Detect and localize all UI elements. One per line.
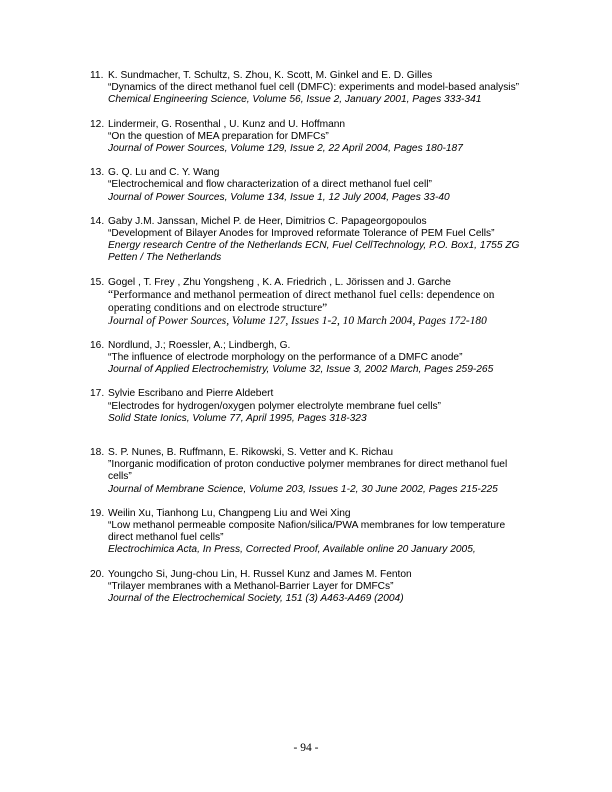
reference-source: Journal of Power Sources, Volume 134, Issue 1, 12 July 2004, Pages 33-40 (108, 191, 450, 203)
reference-title: “Electrochemical and flow characterization of a direct methanol fuel cell” (108, 179, 432, 191)
reference-number: 16. (90, 339, 105, 351)
reference-authors: Youngcho Si, Jung-chou Lin, H. Russel Kunz and James M. Fenton (108, 568, 412, 580)
reference-number: 13. (90, 167, 105, 179)
reference-title: “The influence of electrode morphology on the performance of a DMFC anode” (108, 352, 463, 364)
reference-number: 14. (90, 215, 105, 227)
reference-number: 12. (90, 118, 105, 130)
reference-item-18 (90, 447, 530, 496)
reference-number: 20. (90, 568, 105, 580)
reference-title: “Low methanol permeable composite Nafion/silica/PWA membranes for low temperature direct methanol fuel cells” (108, 520, 506, 544)
reference-title: “On the question of MEA preparation for DMFCs” (108, 130, 329, 142)
reference-authors: Lindermeir, G. Rosenthal , U. Kunz and U. Hoffmann (108, 118, 346, 130)
reference-source: Energy research Centre of the Netherlands ECN, Fuel CellTechnology, P.O. Box1, 1755 ZG Petten / The Netherlands (108, 240, 520, 264)
page-number: - 94 - (293, 742, 319, 754)
reference-authors: Weilin Xu, Tianhong Lu, Changpeng Liu and Wei Xing (108, 507, 351, 519)
reference-number: 15. (90, 276, 105, 288)
reference-number: 19. (90, 507, 105, 519)
reference-title: “Trilayer membranes with a Methanol-Barrier Layer for DMFCs” (108, 580, 394, 592)
reference-item-13 (90, 167, 530, 204)
reference-number: 17. (90, 388, 105, 400)
reference-title: “Performance and methanol permeation of direct methanol fuel cells: dependence on operating conditions and on electrode structure” (108, 288, 495, 314)
reference-title: “Dynamics of the direct methanol fuel cell (DMFC): experiments and model-based analysis” (108, 82, 520, 94)
reference-authors: Gogel , T. Frey , Zhu Yongsheng , K. A. Friedrich , L. Jörissen and J. Garche (108, 276, 451, 288)
reference-source: Journal of Membrane Science, Volume 203, Issues 1-2, 30 June 2002, Pages 215-225 (108, 483, 498, 495)
reference-authors: Sylvie Escribano and Pierre Aldebert (108, 388, 274, 400)
reference-item-15 (90, 277, 530, 328)
reference-item-19 (90, 508, 530, 557)
reference-authors: G. Q. Lu and C. Y. Wang (108, 167, 220, 179)
reference-source-journal: Journal of Applied Electrochemistry, (108, 364, 270, 376)
reference-item-20 (90, 569, 530, 606)
reference-item-14 (90, 216, 530, 265)
reference-item-12 (90, 119, 530, 156)
reference-source: Journal of Power Sources, Volume 129, Issue 2, 22 April 2004, Pages 180-187 (108, 143, 463, 155)
reference-source: Chemical Engineering Science, Volume 56, Issue 2, January 2001, Pages 333-341 (108, 94, 482, 106)
reference-authors: Nordlund, J.; Roessler, A.; Lindbergh, G. (108, 339, 291, 351)
reference-source: Journal of the Electrochemical Society, 151 (3) A463-A469 (2004) (108, 593, 404, 605)
reference-number: 18. (90, 447, 105, 459)
reference-authors: K. Sundmacher, T. Schultz, S. Zhou, K. Scott, M. Ginkel and E. D. Gilles (108, 70, 433, 81)
reference-authors: Gaby J.M. Janssan, Michel P. de Heer, Dimitrios C. Papageorgopoulos (108, 215, 427, 227)
reference-item-16 (90, 340, 530, 377)
reference-source: Solid State Ionics, Volume 77, April 1995, Pages 318-323 (108, 412, 367, 424)
reference-source: Journal of Power Sources, Volume 127, Issues 1-2, 10 March 2004, Pages 172-180 (108, 314, 487, 327)
reference-item-17 (90, 388, 530, 425)
reference-source (108, 364, 530, 376)
reference-title: “Electrodes for hydrogen/oxygen polymer electrolyte membrane fuel cells” (108, 400, 441, 412)
reference-item-11 (90, 70, 530, 107)
reference-list (90, 70, 530, 617)
reference-title: ”Inorganic modification of proton conductive polymer membranes for direct methanol fuel cells” (108, 459, 508, 483)
reference-source: Electrochimica Acta, In Press, Corrected Proof, Available online 20 January 2005, (108, 544, 476, 556)
reference-authors: S. P. Nunes, B. Ruffmann, E. Rikowski, S. Vetter and K. Richau (108, 447, 394, 459)
reference-title: “Development of Bilayer Anodes for Improved reformate Tolerance of PEM Fuel Cells” (108, 228, 495, 240)
reference-number: 11. (90, 70, 104, 81)
reference-source-details: Volume 32, Issue 3, 2002 March, Pages 259-265 (269, 364, 494, 376)
